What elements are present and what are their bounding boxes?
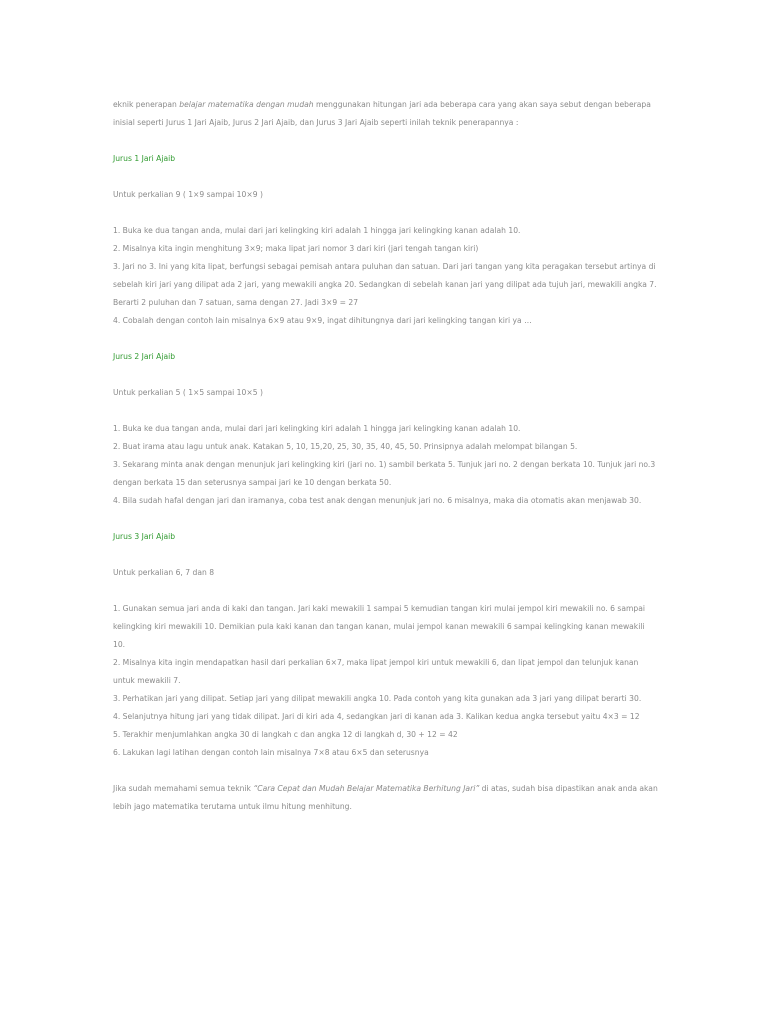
list-item: 4. Bila sudah hafal dengan jari dan iramanya, coba test anak dengan menunjuk jari no. 6 misalnya, maka dia otomatis akan menjawab 30. — [113, 496, 642, 505]
list-item: 4. Cobalah dengan contoh lain misalnya 6×9 atau 9×9, ingat dihitungnya dari jari kelingking tangan kiri ya … — [113, 316, 532, 325]
intro-text-start: eknik penerapan — [113, 100, 180, 109]
closing-emphasis: “Cara Cepat dan Mudah Belajar Matematika Berhitung Jari” — [253, 784, 480, 793]
list-item: 3. Perhatikan jari yang dilipat. Setiap jari yang dilipat mewakili angka 10. Pada contoh yang kita gunakan ada 3 jari yang dilipat berarti 30. — [113, 694, 642, 703]
closing-paragraph — [113, 780, 658, 816]
section-subtitle-jurus-1: Untuk perkalian 9 ( 1×9 sampai 10×9 ) — [113, 190, 263, 199]
list-item: 3. Jari no 3. Ini yang kita lipat, berfungsi sebagai pemisah antara puluhan dan satuan. Dari jari tangan yang kita peragakan tersebut artinya di sebelah kiri jari yang dilipat ada 2 jari, yang mewakili angka 20. Sedangkan di sebelah kanan jari yang dilipat ada tujuh jari, mewakili angka 7. Berarti 2 puluhan dan 7 satuan, sama dengan 27. Jadi 3×9 = 27 — [113, 262, 657, 307]
closing-text-end: di atas, sudah bisa dipastikan anak anda akan lebih jago matematika terutama untuk ilmu hitung menhitung. — [113, 784, 658, 811]
list-item: 2. Buat irama atau lagu untuk anak. Katakan 5, 10, 15,20, 25, 30, 35, 40, 45, 50. Prinsipnya adalah melompat bilangan 5. — [113, 442, 578, 451]
closing-text-start: Jika sudah memahami semua teknik — [113, 784, 254, 793]
list-item: 6. Lakukan lagi latihan dengan contoh lain misalnya 7×8 atau 6×5 dan seterusnya — [113, 748, 429, 757]
list-item: 2. Misalnya kita ingin mendapatkan hasil dari perkalian 6×7, maka lipat jempol kiri untuk mewakili 6, dan lipat jempol dan telunjuk kanan untuk mewakili 7. — [113, 658, 639, 685]
list-item: 4. Selanjutnya hitung jari yang tidak dilipat. Jari di kiri ada 4, sedangkan jari di kanan ada 3. Kalikan kedua angka tersebut yaitu 4×3 = 12 — [113, 712, 640, 721]
list-item: 1. Gunakan semua jari anda di kaki dan tangan. Jari kaki mewakili 1 sampai 5 kemudian tangan kiri mulai jempol kiri mewakili no. 6 sampai kelingking kiri mewakili 10. Demikian pula kaki kanan dan tangan kanan, mulai jempol kanan mewakili 6 sampai kelingking kanan mewakili 10. — [113, 604, 646, 649]
section-heading-jurus-3: Jurus 3 Jari Ajaib — [113, 532, 176, 541]
section-heading-jurus-1: Jurus 1 Jari Ajaib — [113, 154, 176, 163]
section-heading-jurus-2: Jurus 2 Jari Ajaib — [113, 352, 176, 361]
intro-paragraph — [113, 96, 658, 132]
intro-emphasis: belajar matematika dengan mudah — [179, 100, 314, 109]
intro-text-end: menggunakan hitungan jari ada beberapa cara yang akan saya sebut dengan beberapa inisial seperti Jurus 1 Jari Ajaib, Jurus 2 Jari Ajaib, dan Jurus 3 Jari Ajaib seperti inilah teknik penerapannya : — [113, 100, 651, 127]
list-item: 3. Sekarang minta anak dengan menunjuk jari kelingking kiri (jari no. 1) sambil berkata 5. Tunjuk jari no. 2 dengan berkata 10. Tunjuk jari no.3 dengan berkata 15 dan seterusnya sampai jari ke 10 dengan berkata 50. — [113, 460, 656, 487]
list-item: 2. Misalnya kita ingin menghitung 3×9; maka lipat jari nomor 3 dari kiri (jari tengah tangan kiri) — [113, 244, 479, 253]
section-subtitle-jurus-3: Untuk perkalian 6, 7 dan 8 — [113, 568, 215, 577]
list-item: 1. Buka ke dua tangan anda, mulai dari jari kelingking kiri adalah 1 hingga jari kelingking kanan adalah 10. — [113, 226, 521, 235]
list-item: 5. Terakhir menjumlahkan angka 30 di langkah c dan angka 12 di langkah d, 30 + 12 = 42 — [113, 730, 458, 739]
section-subtitle-jurus-2: Untuk perkalian 5 ( 1×5 sampai 10×5 ) — [113, 388, 263, 397]
document-body — [113, 96, 658, 816]
list-item: 1. Buka ke dua tangan anda, mulai dari jari kelingking kiri adalah 1 hingga jari kelingking kanan adalah 10. — [113, 424, 521, 433]
